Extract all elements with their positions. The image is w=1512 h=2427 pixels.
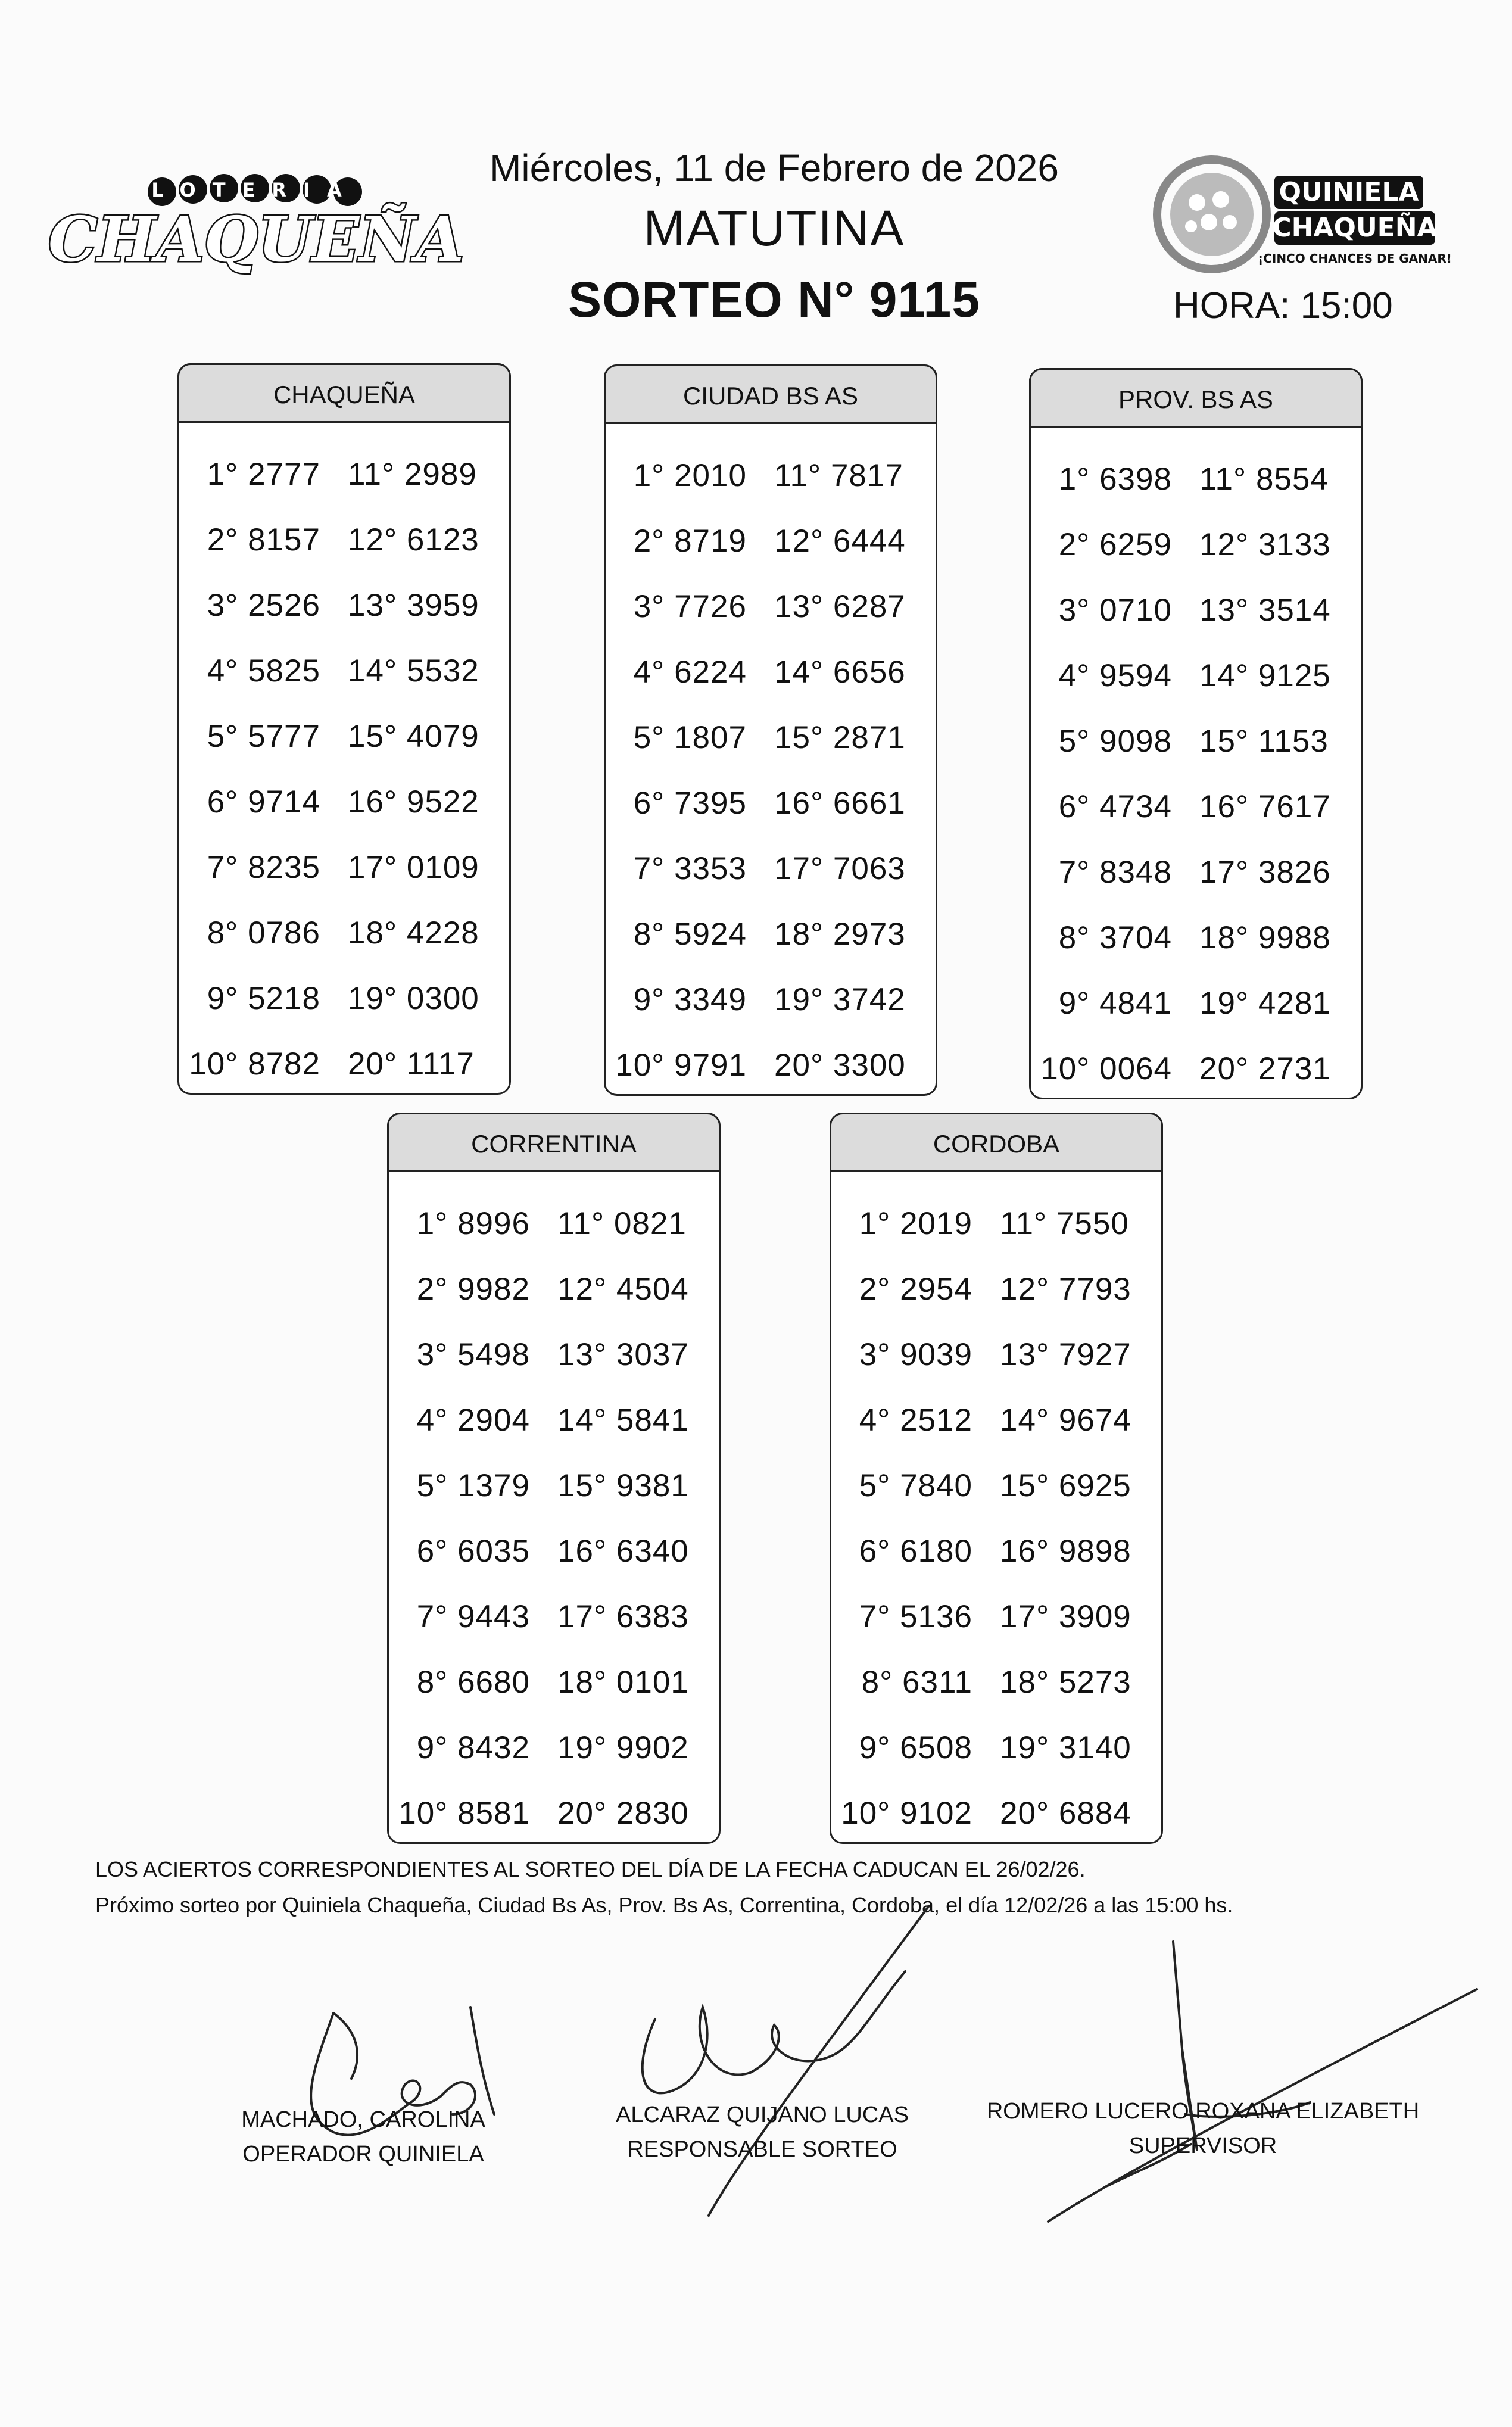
result-row [1031, 839, 1361, 905]
result-position-left: 5° 1807 [633, 719, 747, 755]
result-row [831, 1453, 1161, 1518]
result-row [606, 836, 936, 901]
result-row [606, 443, 936, 508]
result-position-left: 8° 5924 [633, 916, 747, 952]
panel-title: PROV. BS AS [1029, 368, 1363, 428]
result-position-right: 18° 5273 [1000, 1664, 1131, 1700]
result-position-left: 10° 8581 [398, 1795, 530, 1831]
signatory-1-role: OPERADOR QUINIELA [242, 2142, 484, 2167]
result-row [1031, 708, 1361, 774]
result-position-left: 4° 5825 [207, 653, 320, 688]
results-panel-prov-bs-as [1029, 368, 1363, 1099]
result-position-right: 20° 6884 [1000, 1795, 1131, 1831]
result-position-left: 3° 7726 [633, 588, 747, 624]
result-position-right: 16° 6661 [774, 785, 906, 821]
result-row [831, 1649, 1161, 1715]
result-position-left: 4° 6224 [633, 654, 747, 690]
result-row [389, 1518, 719, 1584]
result-position-left: 10° 9791 [615, 1047, 747, 1083]
draw-date: Miércoles, 11 de Febrero de 2026 [490, 147, 1059, 189]
draw-session: MATUTINA [643, 200, 905, 256]
result-row [389, 1649, 719, 1715]
result-row [179, 900, 509, 965]
result-position-left: 4° 9594 [1058, 658, 1172, 693]
result-row [1031, 970, 1361, 1036]
signatory-2-name: ALCARAZ QUIJANO LUCAS [616, 2102, 909, 2127]
results-panel-correntina [387, 1113, 721, 1844]
results-panel-cordoba [830, 1113, 1163, 1844]
result-row [606, 1032, 936, 1098]
result-position-right: 11° 7550 [1000, 1205, 1129, 1241]
result-position-left: 1° 2777 [207, 456, 320, 492]
result-position-left: 7° 3353 [633, 850, 747, 886]
expiry-notice: LOS ACIERTOS CORRESPONDIENTES AL SORTEO DEL DÍA DE LA FECHA CADUCAN EL 26/02/26. [95, 1857, 1086, 1881]
result-position-right: 19° 3742 [774, 982, 906, 1017]
result-position-left: 8° 0786 [207, 915, 320, 951]
result-position-right: 11° 7817 [774, 457, 903, 493]
result-position-right: 18° 4228 [348, 915, 479, 951]
result-row [179, 638, 509, 703]
result-position-left: 3° 0710 [1058, 592, 1172, 628]
result-position-left: 9° 3349 [633, 982, 747, 1017]
result-row [1031, 512, 1361, 577]
result-position-left: 3° 5498 [416, 1336, 530, 1372]
result-row [831, 1322, 1161, 1387]
result-position-right: 16° 9898 [1000, 1533, 1131, 1569]
result-position-left: 1° 6398 [1058, 461, 1172, 497]
result-row [179, 703, 509, 769]
signatory-2-role: RESPONSABLE SORTEO [627, 2137, 897, 2162]
result-position-left: 5° 9098 [1058, 723, 1172, 759]
result-position-left: 7° 8348 [1058, 854, 1172, 890]
result-position-right: 20° 1117 [348, 1046, 475, 1082]
result-position-right: 15° 1153 [1199, 723, 1329, 759]
result-position-right: 12° 6444 [774, 523, 906, 559]
result-position-left: 5° 7840 [859, 1468, 972, 1503]
result-position-left: 3° 9039 [859, 1336, 972, 1372]
result-position-right: 14° 5532 [348, 653, 479, 688]
panel-title: CHAQUEÑA [177, 363, 511, 423]
result-row [389, 1715, 719, 1780]
result-position-left: 8° 6311 [861, 1664, 972, 1700]
result-position-right: 20° 2731 [1199, 1051, 1331, 1086]
result-position-right: 19° 0300 [348, 980, 479, 1016]
signatory-1-name: MACHADO, CAROLINA [241, 2107, 485, 2132]
draw-time: HORA: 15:00 [1173, 285, 1393, 326]
result-position-left: 7° 8235 [207, 849, 320, 885]
result-position-right: 12° 3133 [1199, 526, 1331, 562]
result-row [389, 1322, 719, 1387]
results-panel-chaquena [177, 363, 511, 1095]
result-row [831, 1518, 1161, 1584]
result-position-left: 4° 2904 [416, 1402, 530, 1438]
result-position-right: 11° 0821 [557, 1205, 687, 1241]
result-position-right: 13° 3037 [557, 1336, 689, 1372]
result-position-left: 6° 4734 [1058, 789, 1172, 824]
result-position-left: 7° 9443 [416, 1599, 530, 1634]
result-row [179, 572, 509, 638]
result-row [606, 574, 936, 639]
result-position-left: 8° 3704 [1058, 920, 1172, 955]
result-position-right: 18° 9988 [1199, 920, 1331, 955]
result-row [389, 1387, 719, 1453]
result-row [179, 834, 509, 900]
result-position-left: 2° 8719 [633, 523, 747, 559]
result-position-left: 1° 8996 [416, 1205, 530, 1241]
result-row [1031, 1036, 1361, 1101]
results-list [1031, 446, 1361, 1101]
result-position-left: 10° 0064 [1040, 1051, 1172, 1086]
signatory-1 [202, 2102, 524, 2171]
result-row [389, 1191, 719, 1256]
result-row [389, 1780, 719, 1846]
result-position-right: 12° 6123 [348, 522, 479, 557]
result-position-right: 16° 9522 [348, 784, 479, 820]
logo-right-line1: QUINIELA [1279, 177, 1419, 207]
result-row [389, 1256, 719, 1322]
result-row [606, 770, 936, 836]
logo-right-line2: CHAQUEÑA [1272, 213, 1438, 243]
result-position-left: 10° 8782 [189, 1046, 320, 1082]
signature-romero [1048, 1942, 1477, 2222]
result-row [831, 1191, 1161, 1256]
result-position-left: 9° 5218 [207, 980, 320, 1016]
result-position-right: 20° 3300 [774, 1047, 906, 1083]
loteria-chaquena-logo [48, 161, 464, 280]
result-position-right: 17° 3826 [1199, 854, 1331, 890]
result-row [179, 441, 509, 507]
result-position-right: 17° 0109 [348, 849, 479, 885]
result-position-right: 11° 2989 [348, 456, 477, 492]
result-position-right: 13° 3514 [1199, 592, 1331, 628]
logo-left-main-text: CHAQUEÑA [48, 202, 464, 276]
result-position-right: 17° 3909 [1000, 1599, 1131, 1634]
result-position-left: 2° 8157 [207, 522, 320, 557]
result-row [179, 769, 509, 834]
next-draw-notice: Próximo sorteo por Quiniela Chaqueña, Ciudad Bs As, Prov. Bs As, Correntina, Cordoba, el día 12/02/26 a las 15:00 hs. [95, 1893, 1233, 1917]
result-row [1031, 643, 1361, 708]
results-list [389, 1191, 719, 1846]
result-row [606, 639, 936, 705]
result-row [606, 705, 936, 770]
signatory-3 [965, 2094, 1441, 2163]
result-position-right: 20° 2830 [557, 1795, 689, 1831]
result-position-left: 2° 6259 [1058, 526, 1172, 562]
result-position-right: 19° 4281 [1199, 985, 1331, 1021]
result-position-left: 8° 6680 [416, 1664, 530, 1700]
result-position-left: 9° 4841 [1058, 985, 1172, 1021]
result-row [831, 1715, 1161, 1780]
signature-alcaraz [643, 1906, 929, 2216]
result-position-left: 6° 7395 [633, 785, 747, 821]
results-list [831, 1191, 1161, 1846]
result-position-right: 16° 6340 [557, 1533, 689, 1569]
result-position-right: 15° 6925 [1000, 1468, 1131, 1503]
result-row [831, 1256, 1161, 1322]
results-list [606, 443, 936, 1098]
result-position-left: 4° 2512 [859, 1402, 972, 1438]
signatory-2 [596, 2098, 929, 2167]
result-position-left: 2° 2954 [859, 1271, 972, 1307]
result-row [179, 1031, 509, 1096]
result-position-right: 14° 6656 [774, 654, 906, 690]
result-position-right: 19° 9902 [557, 1730, 689, 1765]
result-position-right: 15° 9381 [557, 1468, 689, 1503]
panel-title: CORRENTINA [387, 1113, 721, 1172]
result-position-right: 17° 7063 [774, 850, 906, 886]
logo-left-top-text: LOTERIA [151, 179, 358, 201]
result-position-right: 18° 0101 [557, 1664, 689, 1700]
result-position-left: 2° 9982 [416, 1271, 530, 1307]
result-row [389, 1584, 719, 1649]
result-position-right: 13° 6287 [774, 588, 906, 624]
result-position-left: 6° 6180 [859, 1533, 972, 1569]
result-position-left: 7° 5136 [859, 1599, 972, 1634]
result-position-left: 6° 6035 [416, 1533, 530, 1569]
result-row [831, 1780, 1161, 1846]
results-panel-ciudad-bs-as [604, 364, 937, 1096]
result-position-right: 13° 3959 [348, 587, 479, 623]
result-position-left: 9° 8432 [416, 1730, 530, 1765]
result-row [606, 508, 936, 574]
result-position-left: 1° 2019 [859, 1205, 972, 1241]
quiniela-chaquena-logo [1131, 152, 1452, 277]
result-row [606, 967, 936, 1032]
result-position-left: 5° 1379 [416, 1468, 530, 1503]
result-row [831, 1387, 1161, 1453]
result-row [1031, 446, 1361, 512]
result-row [831, 1584, 1161, 1649]
result-position-right: 12° 7793 [1000, 1271, 1131, 1307]
result-row [179, 965, 509, 1031]
result-row [606, 901, 936, 967]
result-position-left: 1° 2010 [633, 457, 747, 493]
result-position-right: 15° 4079 [348, 718, 479, 754]
result-position-right: 14° 9674 [1000, 1402, 1131, 1438]
result-position-left: 10° 9102 [841, 1795, 972, 1831]
result-position-right: 15° 2871 [774, 719, 906, 755]
result-position-right: 11° 8554 [1199, 461, 1329, 497]
draw-number: SORTEO N° 9115 [568, 272, 980, 328]
result-position-right: 14° 9125 [1199, 658, 1331, 693]
panel-title: CORDOBA [830, 1113, 1163, 1172]
result-position-right: 19° 3140 [1000, 1730, 1131, 1765]
result-row [389, 1453, 719, 1518]
result-position-right: 14° 5841 [557, 1402, 689, 1438]
logo-right-tagline: ¡CINCO CHANCES DE GANAR! [1258, 251, 1452, 266]
result-position-right: 13° 7927 [1000, 1336, 1131, 1372]
result-position-right: 12° 4504 [557, 1271, 689, 1307]
result-row [1031, 774, 1361, 839]
result-position-left: 3° 2526 [207, 587, 320, 623]
result-position-right: 17° 6383 [557, 1599, 689, 1634]
result-row [1031, 905, 1361, 970]
result-position-left: 6° 9714 [207, 784, 320, 820]
result-position-left: 9° 6508 [859, 1730, 972, 1765]
result-position-right: 16° 7617 [1199, 789, 1331, 824]
result-position-left: 5° 5777 [207, 718, 320, 754]
result-position-right: 18° 2973 [774, 916, 906, 952]
panel-title: CIUDAD BS AS [604, 364, 937, 424]
result-row [179, 507, 509, 572]
signatory-3-role: SUPERVISOR [1128, 2133, 1277, 2158]
result-row [1031, 577, 1361, 643]
signatory-3-name: ROMERO LUCERO ROXANA ELIZABETH [986, 2099, 1420, 2124]
results-list [179, 441, 509, 1096]
